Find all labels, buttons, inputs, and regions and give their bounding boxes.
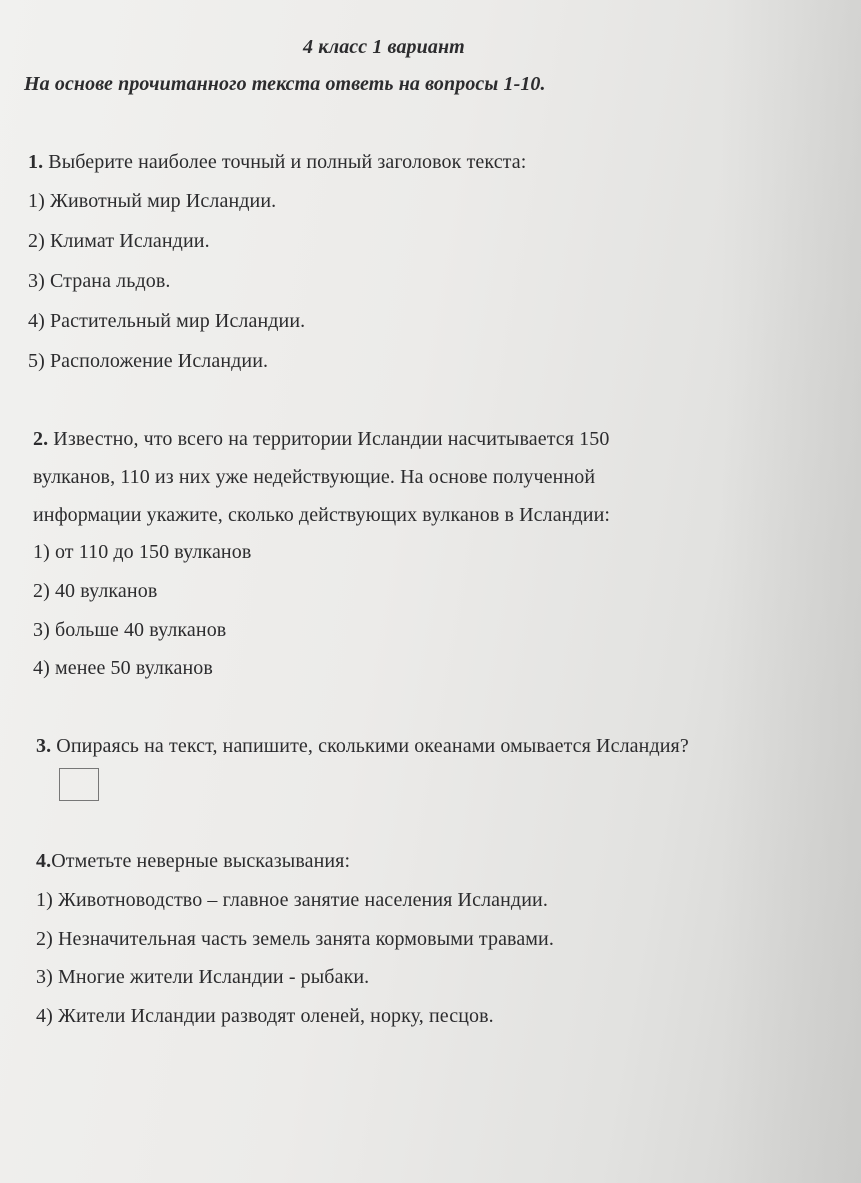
question-1-text: Выберите наиболее точный и полный заголовок текста:	[43, 151, 527, 173]
question-1-option-4[interactable]: 4) Растительный мир Исландии.	[28, 310, 306, 332]
question-2-text-1: Известно, что всего на территории Исландии насчитывается 150	[48, 428, 610, 450]
question-1-option-3[interactable]: 3) Страна льдов.	[28, 270, 171, 292]
question-3-number: 3.	[36, 735, 52, 757]
question-3	[36, 735, 689, 758]
question-2-option-4[interactable]: 4) менее 50 вулканов	[33, 657, 213, 679]
question-4-option-1[interactable]: 1) Животноводство – главное занятие населения Исландии.	[36, 889, 548, 911]
worksheet-title: 4 класс 1 вариант	[303, 36, 465, 58]
question-1-option-1[interactable]: 1) Животный мир Исландии.	[28, 190, 277, 212]
question-2-option-1[interactable]: 1) от 110 до 150 вулканов	[33, 541, 252, 563]
question-2-text-2: вулканов, 110 из них уже недействующие. На основе полученной	[33, 466, 596, 488]
question-4-number: 4.	[36, 850, 52, 872]
question-4	[36, 850, 350, 873]
question-2-option-3[interactable]: 3) больше 40 вулканов	[33, 619, 227, 641]
answer-box[interactable]	[59, 768, 99, 801]
question-1-number: 1.	[28, 151, 44, 173]
question-2-option-2[interactable]: 2) 40 вулканов	[33, 580, 158, 602]
question-2-number: 2.	[33, 428, 49, 450]
question-1-option-2[interactable]: 2) Климат Исландии.	[28, 230, 210, 252]
question-2-text-3: информации укажите, сколько действующих вулканов в Исландии:	[33, 504, 611, 526]
instruction-text: На основе прочитанного текста ответь на вопросы 1-10.	[24, 73, 546, 95]
question-4-option-3[interactable]: 3) Многие жители Исландии - рыбаки.	[36, 966, 370, 988]
question-3-text: Опираясь на текст, напишите, сколькими океанами омывается Исландия?	[51, 735, 689, 757]
question-1	[28, 151, 526, 174]
question-4-option-4[interactable]: 4) Жители Исландии разводят оленей, норку, песцов.	[36, 1005, 494, 1027]
question-4-text: Отметьте неверные высказывания:	[51, 850, 351, 872]
question-2-line-1	[33, 428, 609, 451]
question-4-option-2[interactable]: 2) Незначительная часть земель занята кормовыми травами.	[36, 928, 554, 950]
question-1-option-5[interactable]: 5) Расположение Исландии.	[28, 350, 269, 372]
scan-shadow	[721, 0, 861, 1183]
